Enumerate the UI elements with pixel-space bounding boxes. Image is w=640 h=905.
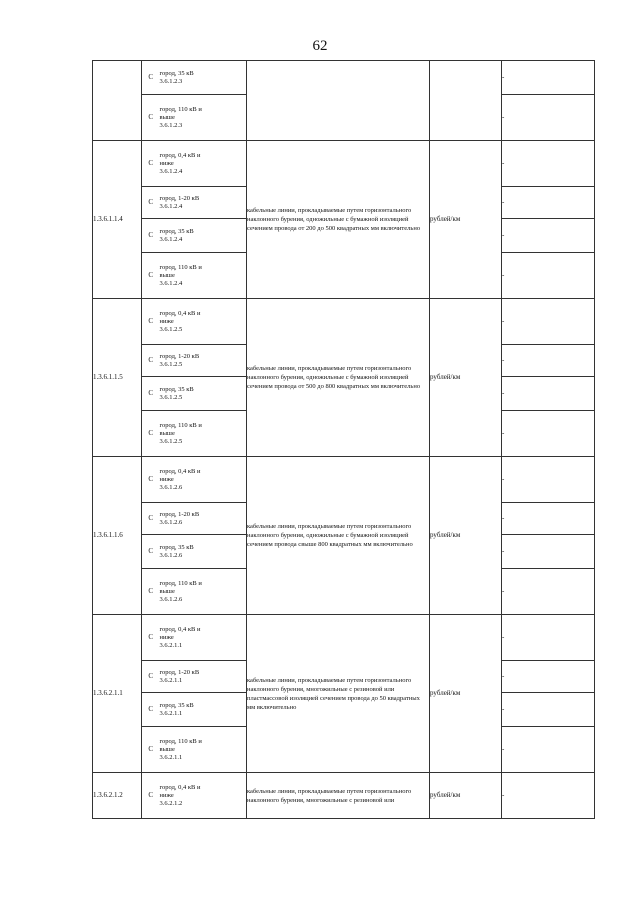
zone-cell	[160, 345, 247, 377]
zone-line: выше	[159, 113, 175, 121]
zone-line: город, 110 кВ и	[159, 105, 202, 113]
zone-cell	[160, 299, 247, 345]
zone-cell	[160, 95, 247, 141]
symbol-cell: С	[142, 219, 160, 253]
zone-line: 3.6.2.1.1	[159, 676, 183, 684]
tariff-table-body	[93, 61, 595, 819]
zone-cell	[160, 661, 247, 693]
zone-line: город, 0,4 кВ и	[159, 783, 201, 791]
table-row	[93, 457, 595, 503]
zone-line: город, 0,4 кВ и	[159, 625, 201, 633]
symbol-cell: С	[142, 503, 160, 535]
zone-line: город, 35 кВ	[159, 385, 194, 393]
zone-line: город, 1-20 кВ	[159, 352, 200, 360]
tariff-table	[92, 60, 595, 819]
description-cell: кабельные линии, прокладываемые путем горизонтального наклонного бурения, многожильные с резиновой или	[247, 773, 430, 819]
description-cell: кабельные линии, прокладываемые путем горизонтального наклонного бурения, одножильные с бумажной изоляцией сечением провода от 500 до 800 квадратных мм включительно	[247, 299, 430, 457]
zone-line: город, 0,4 кВ и	[159, 151, 201, 159]
zone-cell	[160, 377, 247, 411]
symbol-cell: С	[142, 661, 160, 693]
symbol-cell: С	[142, 569, 160, 615]
value-cell: -	[502, 535, 595, 569]
zone-line: выше	[159, 271, 175, 279]
value-cell: -	[502, 377, 595, 411]
zone-cell	[160, 141, 247, 187]
zone-line: 3.6.2.1.1	[159, 709, 183, 717]
symbol-cell: С	[142, 773, 160, 819]
value-cell: -	[502, 457, 595, 503]
unit-cell: рублей/км	[430, 299, 502, 457]
zone-cell	[160, 187, 247, 219]
symbol-cell: С	[142, 411, 160, 457]
zone-line: город, 1-20 кВ	[159, 194, 200, 202]
code-cell	[93, 61, 142, 141]
value-cell: -	[502, 345, 595, 377]
zone-line: 3.6.2.1.1	[159, 641, 183, 649]
symbol-cell: С	[142, 61, 160, 95]
symbol-cell: С	[142, 535, 160, 569]
value-cell: -	[502, 141, 595, 187]
zone-line: 3.6.1.2.4	[159, 202, 183, 210]
zone-line: город, 0,4 кВ и	[159, 467, 201, 475]
value-cell: -	[502, 503, 595, 535]
symbol-cell: С	[142, 377, 160, 411]
zone-cell	[160, 727, 247, 773]
symbol-cell: С	[142, 299, 160, 345]
zone-line: 3.6.1.2.6	[159, 595, 183, 603]
zone-line: 3.6.1.2.5	[159, 437, 183, 445]
zone-line: 3.6.2.1.2	[159, 799, 183, 807]
table-row	[93, 299, 595, 345]
zone-line: город, 1-20 кВ	[159, 510, 200, 518]
value-cell: -	[502, 253, 595, 299]
symbol-cell: С	[142, 187, 160, 219]
value-cell: -	[502, 773, 595, 819]
zone-line: ниже	[159, 159, 174, 167]
zone-line: 3.6.1.2.4	[159, 279, 183, 287]
code-cell: 1.3.6.2.1.2	[93, 773, 142, 819]
table-row	[93, 615, 595, 661]
value-cell: -	[502, 411, 595, 457]
symbol-cell: С	[142, 693, 160, 727]
code-cell: 1.3.6.1.1.6	[93, 457, 142, 615]
table-row	[93, 773, 595, 819]
zone-line: город, 110 кВ и	[159, 737, 202, 745]
value-cell: -	[502, 661, 595, 693]
unit-cell: рублей/км	[430, 615, 502, 773]
symbol-cell: С	[142, 345, 160, 377]
value-cell: -	[502, 569, 595, 615]
symbol-cell: С	[142, 141, 160, 187]
zone-cell	[160, 773, 247, 819]
unit-cell: рублей/км	[430, 457, 502, 615]
zone-cell	[160, 693, 247, 727]
zone-line: 3.6.1.2.4	[159, 167, 183, 175]
zone-line: город, 110 кВ и	[159, 579, 202, 587]
code-cell: 1.3.6.1.1.5	[93, 299, 142, 457]
zone-cell	[160, 503, 247, 535]
zone-line: 3.6.1.2.5	[159, 325, 183, 333]
zone-line: город, 110 кВ и	[159, 263, 202, 271]
description-cell: кабельные линии, прокладываемые путем горизонтального наклонного бурения, многожильные с резиновой или пластмассовой изоляцией сечением провода до 50 квадратных мм включительно	[247, 615, 430, 773]
zone-cell	[160, 569, 247, 615]
zone-line: город, 110 кВ и	[159, 421, 202, 429]
table-row	[93, 61, 595, 95]
zone-line: город, 35 кВ	[159, 69, 194, 77]
symbol-cell: С	[142, 615, 160, 661]
zone-line: город, 35 кВ	[159, 227, 194, 235]
zone-cell	[160, 253, 247, 299]
zone-cell	[160, 61, 247, 95]
zone-line: выше	[159, 429, 175, 437]
value-cell: -	[502, 727, 595, 773]
unit-cell	[430, 61, 502, 141]
value-cell: -	[502, 61, 595, 95]
symbol-cell: С	[142, 457, 160, 503]
zone-line: 3.6.1.2.3	[159, 77, 183, 85]
zone-line: 3.6.1.2.4	[159, 235, 183, 243]
zone-line: ниже	[159, 475, 174, 483]
symbol-cell: С	[142, 727, 160, 773]
zone-line: город, 35 кВ	[159, 543, 194, 551]
value-cell: -	[502, 219, 595, 253]
zone-line: 3.6.1.2.6	[159, 483, 183, 491]
zone-line: 3.6.1.2.3	[159, 121, 183, 129]
symbol-cell: С	[142, 95, 160, 141]
code-cell: 1.3.6.1.1.4	[93, 141, 142, 299]
zone-line: город, 35 кВ	[159, 701, 194, 709]
value-cell: -	[502, 615, 595, 661]
value-cell: -	[502, 187, 595, 219]
zone-cell	[160, 615, 247, 661]
value-cell: -	[502, 693, 595, 727]
zone-cell	[160, 457, 247, 503]
zone-line: город, 1-20 кВ	[159, 668, 200, 676]
zone-line: 3.6.1.2.6	[159, 551, 183, 559]
value-cell: -	[502, 95, 595, 141]
description-cell	[247, 61, 430, 141]
description-cell: кабельные линии, прокладываемые путем горизонтального наклонного бурения, одножильные с бумажной изоляцией сечением провода от 200 до 500 квадратных мм включительно	[247, 141, 430, 299]
zone-line: 3.6.1.2.5	[159, 393, 183, 401]
zone-line: выше	[159, 587, 175, 595]
zone-line: ниже	[159, 791, 174, 799]
zone-line: 3.6.1.2.5	[159, 360, 183, 368]
symbol-cell: С	[142, 253, 160, 299]
table-row	[93, 141, 595, 187]
value-cell: -	[502, 299, 595, 345]
unit-cell: рублей/км	[430, 141, 502, 299]
zone-line: выше	[159, 745, 175, 753]
zone-cell	[160, 411, 247, 457]
zone-line: ниже	[159, 633, 174, 641]
code-cell: 1.3.6.2.1.1	[93, 615, 142, 773]
page-number: 62	[312, 38, 328, 54]
unit-cell: рублей/км	[430, 773, 502, 819]
zone-cell	[160, 219, 247, 253]
zone-line: ниже	[159, 317, 174, 325]
description-cell: кабельные линии, прокладываемые путем горизонтального наклонного бурения, одножильные с бумажной изоляцией сечением провода свыше 800 квадратных мм включительно	[247, 457, 430, 615]
zone-cell	[160, 535, 247, 569]
zone-line: 3.6.1.2.6	[159, 518, 183, 526]
zone-line: 3.6.2.1.1	[159, 753, 183, 761]
zone-line: город, 0,4 кВ и	[159, 309, 201, 317]
